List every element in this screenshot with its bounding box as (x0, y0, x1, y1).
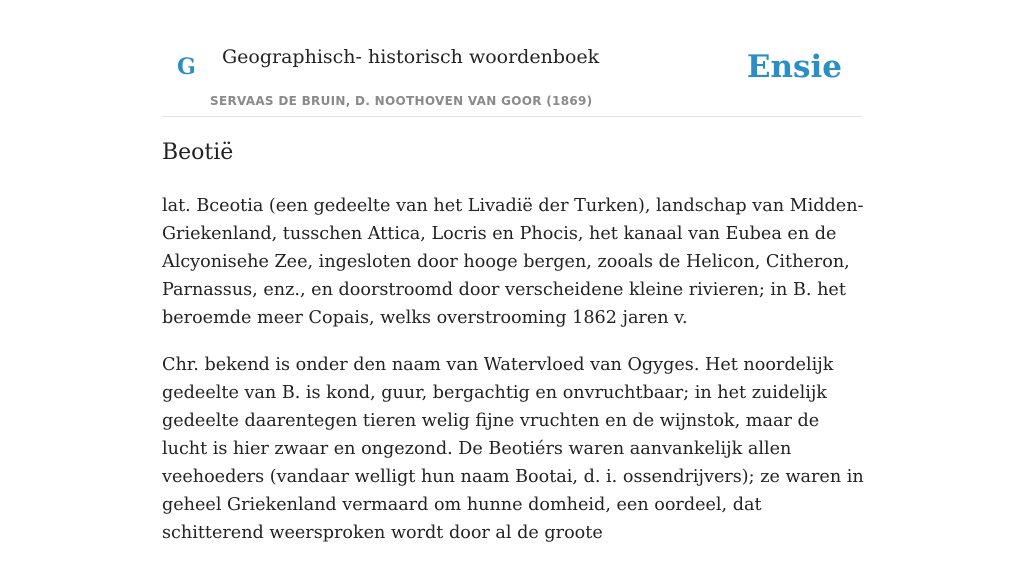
book-author: SERVAAS DE BRUIN, D. NOOTHOVEN VAN GOOR (1869) (210, 94, 593, 108)
entry-paragraph: Chr. bekend is onder den naam van Watervloed van Ogyges. Het noordelijk gedeelte van B. is kond, guur, bergachtig en onvruchtbaar; in het zuidelijk gedeelte daarentegen tieren welig fijne vruchten en de wijnstok, maar de lucht is hier zwaar en ongezond. De Beotiérs waren aanvankelijk allen veehoeders (vandaar welligt hun naam Bootai, d. i. ossendrijvers); ze waren in geheel Griekenland vermaard om hunne domheid, een oordeel, dat schitterend weersproken wordt door al de groote (162, 355, 864, 543)
book-title-link[interactable]: Geographisch- historisch woordenboek (222, 46, 600, 68)
entry-body (162, 192, 867, 566)
book-letter-badge: G (177, 54, 196, 80)
ensie-logo-link[interactable]: Ensie (746, 49, 842, 85)
entry-paragraph: lat. Bceotia (een gedeelte van het Livadië der Turken), landschap van Midden-Griekenland, tusschen Attica, Locris en Phocis, het kanaal van Eubea en de Alcyonisehe Zee, ingesloten door hooge bergen, zooals de Helicon, Citheron, Parnassus, enz., en doorstroomd door verscheidene kleine rivieren; in B. het beroemde meer Copais, welks overstrooming 1862 jaren v. (162, 196, 864, 328)
entry-headword: Beotië (162, 140, 234, 165)
book-header (162, 0, 862, 117)
